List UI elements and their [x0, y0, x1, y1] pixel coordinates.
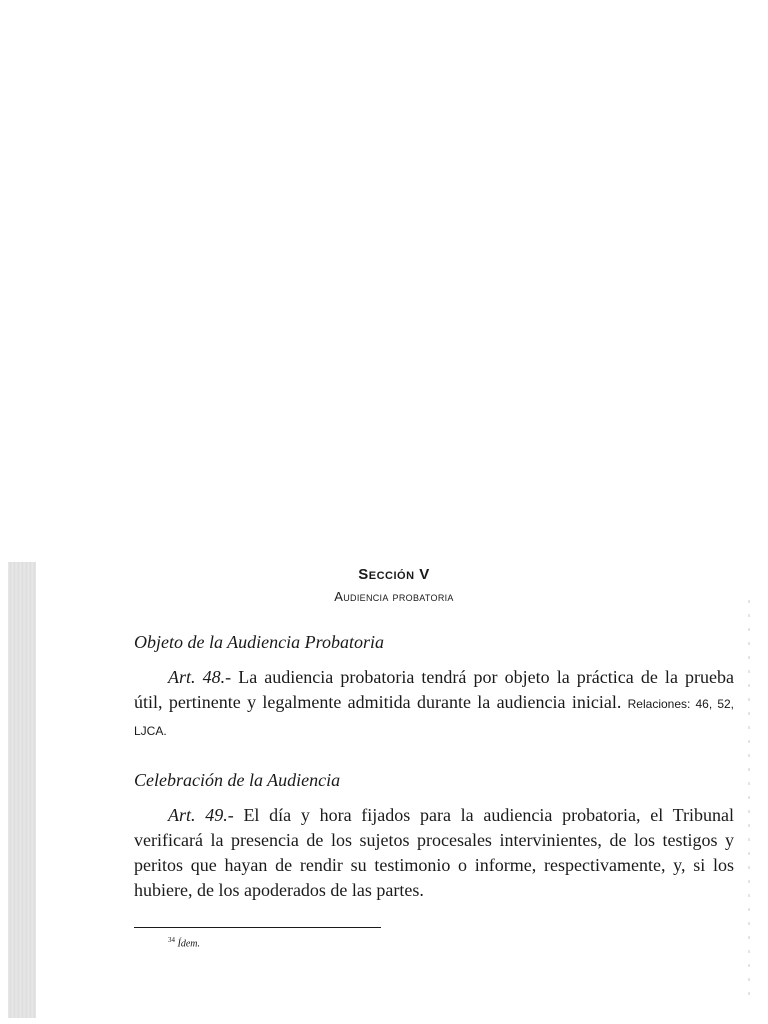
section-label: Sección V: [358, 566, 430, 583]
footnote-text: Ídem.: [177, 938, 200, 950]
article-heading-48: Objeto de la Audiencia Probatoria: [134, 632, 384, 652]
article-number-49: Art. 49.-: [168, 805, 234, 825]
footnote-mark: 34: [168, 936, 175, 944]
article-number-48: Art. 48.-: [168, 667, 232, 687]
article-relations-48: Relaciones: 46, 52, LJCA.: [134, 697, 734, 738]
scan-right-edge: [748, 600, 750, 1000]
footnote: [168, 936, 200, 949]
article-text-48: La audiencia probatoria tendrá por objeto la práctica de la prueba útil, pertinente y legalmente admitida durante la audiencia inicial.: [134, 667, 735, 712]
article-heading-49: Celebración de la Audiencia: [134, 770, 341, 790]
section-subtitle: Audiencia probatoria: [334, 589, 454, 604]
page-content: [134, 566, 734, 903]
article-paragraph-48: [134, 665, 734, 744]
article-paragraph-49: [134, 803, 734, 903]
scan-binding-edge: [8, 562, 36, 1018]
article-text-49: El día y hora fijados para la audiencia probatoria, el Tribunal verificará la presencia de los sujetos procesales intervinientes, de los testigos y peritos que hayan de rendir su testimonio o informe, respectivamente, y, si los hubiere, de los apoderados de las partes.: [134, 805, 734, 900]
footnote-divider: [134, 927, 381, 928]
